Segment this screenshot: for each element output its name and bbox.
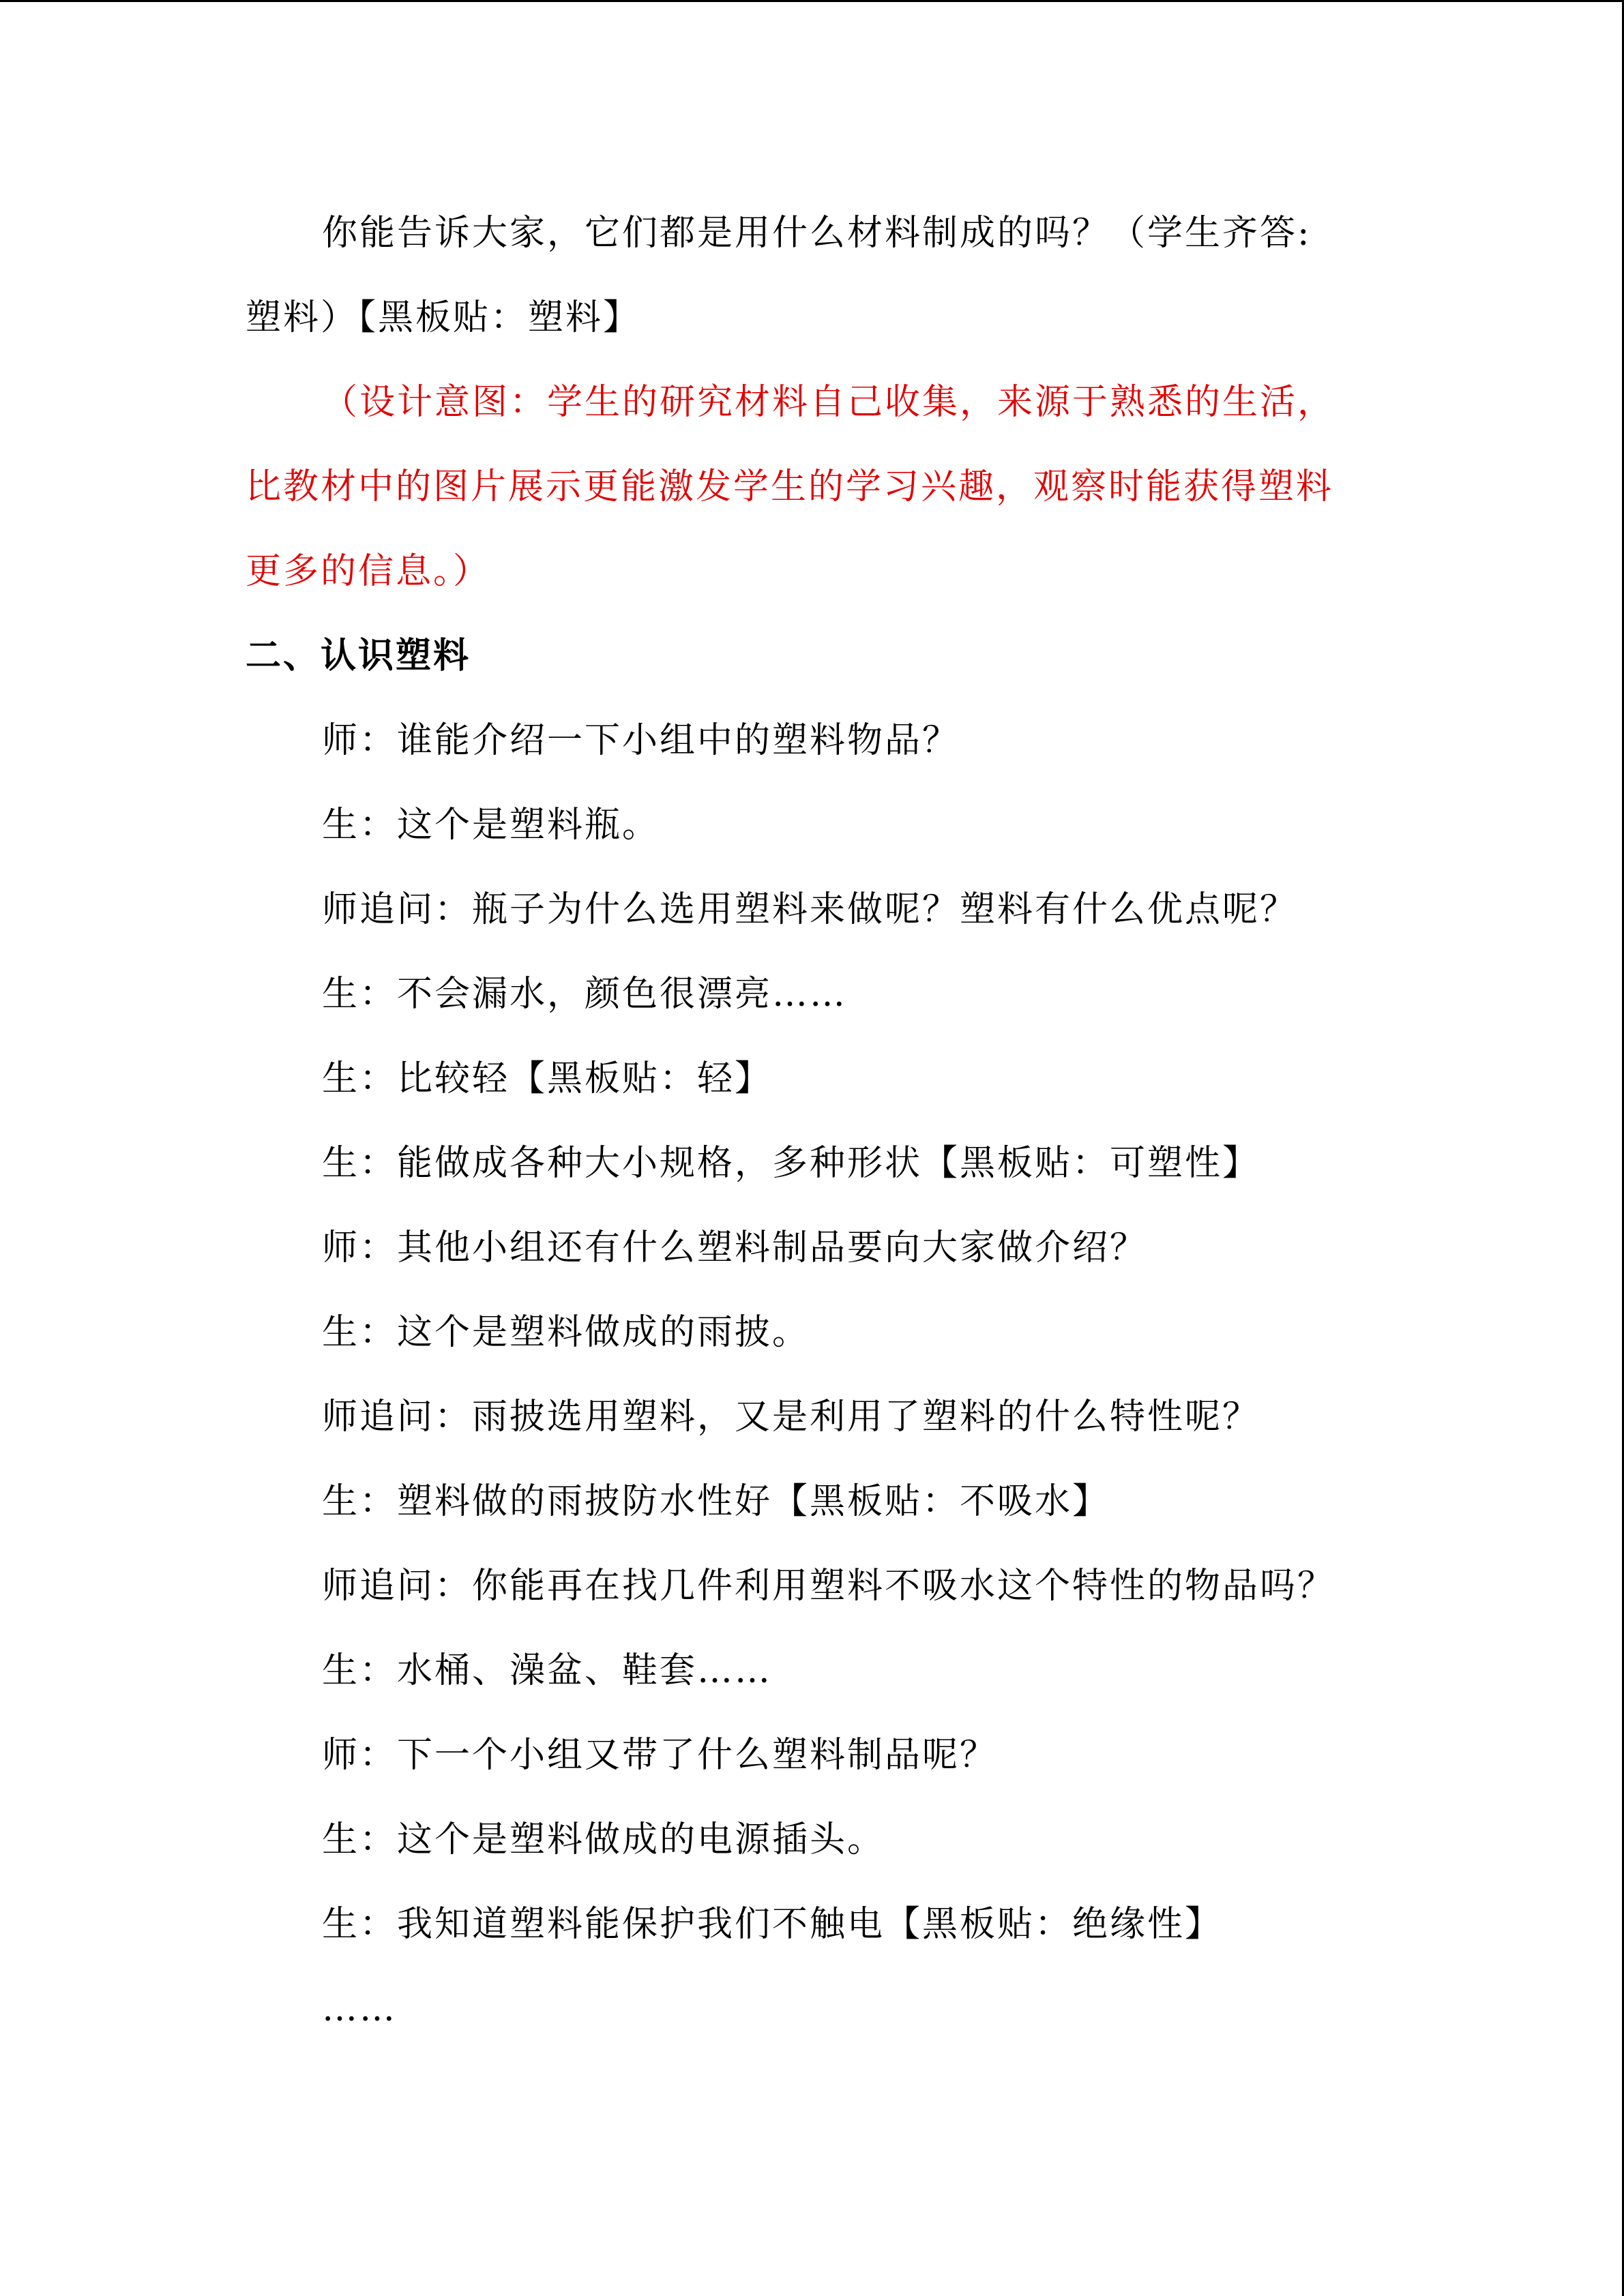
dialogue-line: 师：下一个小组又带了什么塑料制品呢？ bbox=[322, 1735, 998, 1776]
dialogue-line: 师追问：瓶子为什么选用塑料来做呢？塑料有什么优点呢？ bbox=[322, 889, 1298, 930]
dialogue-line: 生：这个是塑料做成的雨披。 bbox=[322, 1312, 810, 1353]
dialogue-line: 生：这个是塑料做成的电源插头。 bbox=[322, 1819, 885, 1860]
dialogue-line: 生：我知道塑料能保护我们不触电【黑板贴：绝缘性】 bbox=[322, 1904, 1223, 1945]
design-note-line-2: 比教材中的图片展示更能激发学生的学习兴趣，观察时能获得塑料 bbox=[246, 466, 1334, 507]
dialogue-line: 生：水桶、澡盆、鞋套…… bbox=[322, 1650, 773, 1691]
dialogue-line: 生：能做成各种大小规格，多种形状【黑板贴：可塑性】 bbox=[322, 1143, 1260, 1184]
dialogue-line: 师：谁能介绍一下小组中的塑料物品？ bbox=[322, 720, 960, 761]
dialogue-line: 师追问：雨披选用塑料，又是利用了塑料的什么特性呢？ bbox=[322, 1397, 1260, 1437]
section-heading: 二、认识塑料 bbox=[246, 635, 471, 676]
dialogue-line: 生：塑料做的雨披防水性好【黑板贴：不吸水】 bbox=[322, 1481, 1110, 1522]
dialogue-line: 生：比较轻【黑板贴：轻】 bbox=[322, 1058, 773, 1099]
design-note-line-3: 更多的信息。） bbox=[246, 551, 491, 592]
dialogue-line: 生：不会漏水，颜色很漂亮…… bbox=[322, 974, 848, 1015]
dialogue-line: 师：其他小组还有什么塑料制品要向大家做介绍？ bbox=[322, 1227, 1148, 1268]
intro-line-2: 塑料）【黑板贴：塑料】 bbox=[246, 297, 641, 338]
dialogue-ellipsis: …… bbox=[322, 1988, 397, 2029]
design-note-line-1: （设计意图：学生的研究材料自己收集，来源于熟悉的生活， bbox=[322, 382, 1335, 423]
page-border-top bbox=[0, 0, 1624, 2]
dialogue-line: 生：这个是塑料瓶。 bbox=[322, 805, 660, 846]
dialogue-line: 师追问：你能再在找几件利用塑料不吸水这个特性的物品吗？ bbox=[322, 1566, 1335, 1607]
intro-line-1: 你能告诉大家，它们都是用什么材料制成的吗？（学生齐答: bbox=[322, 213, 1312, 254]
